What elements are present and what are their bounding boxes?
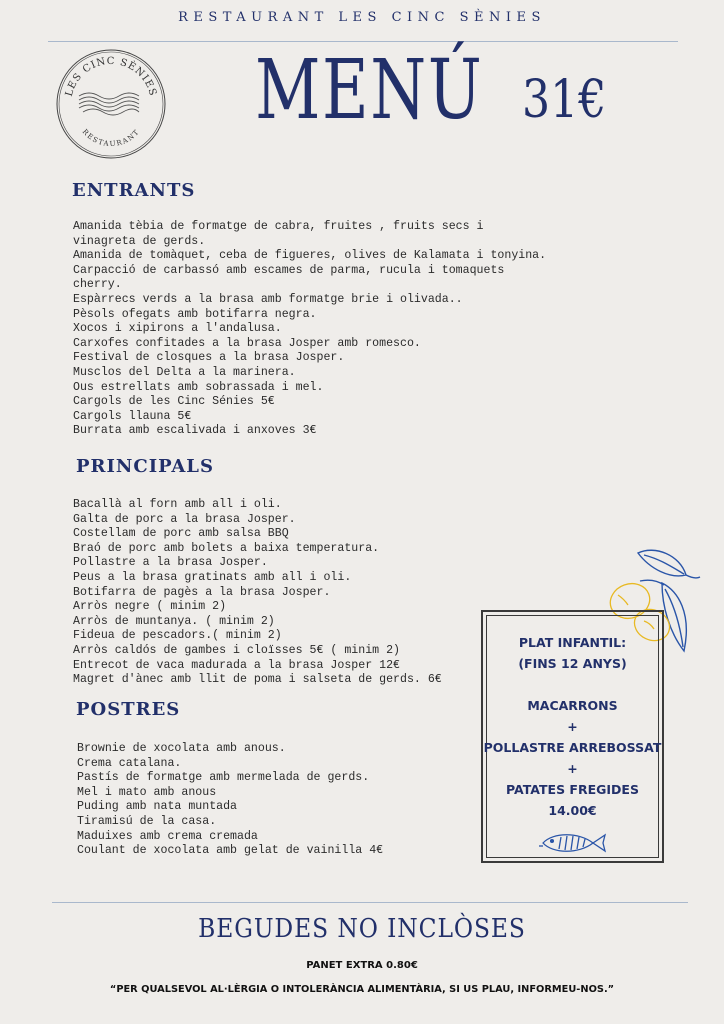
waves-icon <box>79 93 139 115</box>
kids-menu-plus-2: + <box>567 761 578 776</box>
list-item: Cargols de les Cinc Sénies 5€ <box>73 395 275 409</box>
list-item: Carxofes confitades a la brasa Josper amb romesco. <box>73 336 421 350</box>
kids-menu-dish-1: MACARRONS <box>527 698 618 713</box>
list-item: Amanida de tomàquet, ceba de figueres, olives de Kalamata i tonyina. <box>73 249 547 263</box>
list-item: Maduixes amb crema cremada <box>77 829 258 843</box>
header-divider <box>48 41 678 42</box>
footer-divider <box>52 902 688 903</box>
list-item: Ous estrellats amb sobrassada i mel. <box>73 380 324 394</box>
restaurant-name: RESTAURANT LES CINC SÈNIES <box>178 10 546 25</box>
kids-menu-text <box>483 632 662 821</box>
kids-menu-dish-3: PATATES FREGIDES <box>506 782 639 797</box>
list-item: Costellam de porc amb salsa BBQ <box>73 527 289 541</box>
allergy-note: “PER QUALSEVOL AL·LÈRGIA O INTOLERÀNCIA ALIMENTÀRIA, SI US PLAU, INFORMEU-NOS.” <box>109 984 615 995</box>
kids-menu-price: 14.00€ <box>548 803 597 818</box>
kids-menu-plus-1: + <box>567 719 578 734</box>
svg-text:LES CINC SÈNIES <box>64 56 159 98</box>
list-item: Burrata amb escalivada i anxoves 3€ <box>73 424 317 438</box>
fish-icon <box>537 830 607 856</box>
kids-menu-box <box>481 610 664 863</box>
list-item: Botifarra de pagès a la brasa Josper. <box>73 585 331 599</box>
logo-top-text: LES CINC SÈNIES <box>63 55 159 98</box>
list-item: Espàrrecs verds a la brasa amb formatge brie i olivada.. <box>73 292 463 306</box>
list-item: Fideua de pescadors.( minim 2) <box>73 629 282 643</box>
restaurant-logo <box>55 48 167 160</box>
drinks-not-included: BEGUDES NO INCLÒSES <box>198 914 526 944</box>
list-item: Magret d'ànec amb llit de poma i salseta de gerds. 6€ <box>73 673 442 687</box>
list-item: Tiramisú de la casa. <box>77 814 217 828</box>
list-item: Pastís de formatge amb mermelada de gerds. <box>77 771 370 785</box>
list-item: Cargols llauna 5€ <box>73 409 192 423</box>
svg-text:RESTAURANT <box>81 128 142 148</box>
principals-list <box>73 498 473 688</box>
list-item: Pollastre a la brasa Josper. <box>73 556 268 570</box>
list-item: Puding amb nata muntada <box>77 800 238 814</box>
list-item: Braó de porc amb bolets a baixa temperatura. <box>73 541 380 555</box>
section-heading-principals: PRINCIPALS <box>76 456 214 477</box>
kids-menu-dish-2: POLLASTRE ARREBOSSAT <box>483 740 662 755</box>
extra-bread-price: PANET EXTRA 0.80€ <box>306 960 418 971</box>
list-item: Galta de porc a la brasa Josper. <box>73 512 296 526</box>
postres-list <box>77 742 477 859</box>
list-item: Amanida tèbia de formatge de cabra, fruites , fruits secs i vinagreta de gerds. <box>73 220 484 248</box>
list-item: Arròs caldós de gambes i cloïsses 5€ ( minim 2) <box>73 643 400 657</box>
list-item: Arròs negre ( minim 2) <box>73 600 227 614</box>
list-item: Crema catalana. <box>77 756 182 770</box>
list-item: Coulant de xocolata amb gelat de vainilla 4€ <box>77 844 384 858</box>
kids-menu-age: (FINS 12 ANYS) <box>518 656 627 671</box>
list-item: Xocos i xipirons a l'andalusa. <box>73 322 282 336</box>
section-heading-entrants: ENTRANTS <box>72 180 196 201</box>
section-heading-postres: POSTRES <box>76 699 181 720</box>
list-item: Peus a la brasa gratinats amb all i oli. <box>73 570 352 584</box>
logo-bottom-text: RESTAURANT <box>80 127 142 149</box>
list-item: Brownie de xocolata amb anous. <box>77 742 286 755</box>
list-item: Festival de closques a la brasa Josper. <box>73 351 345 365</box>
list-item: Arròs de muntanya. ( minim 2) <box>73 614 275 628</box>
menu-title: MENÚ <box>255 43 484 138</box>
list-item: Pèsols ofegats amb botifarra negra. <box>73 307 317 321</box>
kids-menu-title: PLAT INFANTIL: <box>518 635 627 650</box>
list-item: Carpacció de carbassó amb escames de parma, rucula i tomaquets cherry. <box>73 263 505 292</box>
menu-price: 31€ <box>522 70 607 130</box>
list-item: Musclos del Delta a la marinera. <box>73 365 296 379</box>
entrants-list <box>73 220 547 439</box>
list-item: Entrecot de vaca madurada a la brasa Josper 12€ <box>73 658 400 672</box>
list-item: Mel i mato amb anous <box>77 785 217 799</box>
list-item: Bacallà al forn amb all i oli. <box>73 498 282 511</box>
